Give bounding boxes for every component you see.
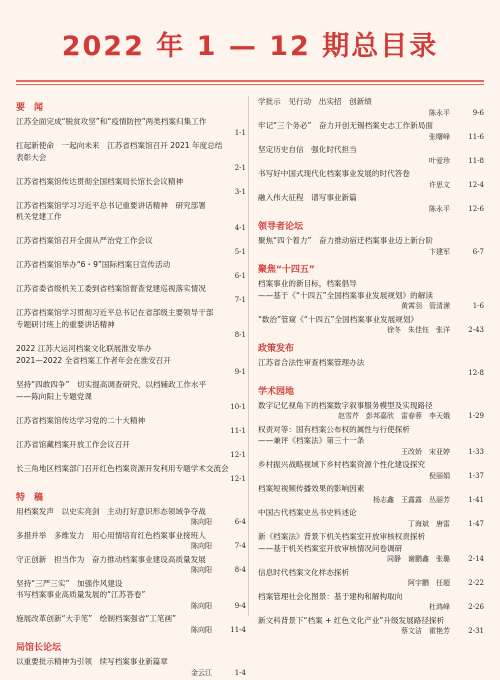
toc-entry: [258, 615, 484, 638]
entry-title: 守正创新 担当作为 奋力推动档案事业建设高质量发展: [16, 554, 206, 564]
entry-meta: [16, 223, 246, 235]
entry-title: 书写好中国式现代化档案事业发展的时代答卷: [258, 169, 410, 178]
entry-meta: [258, 519, 484, 531]
column-divider: [248, 96, 249, 616]
entry-meta: [258, 204, 484, 216]
entry-title: 以重要批示精神为引领 续写档案事业新篇章: [16, 657, 168, 666]
section-heading: 要 闻: [16, 103, 44, 113]
entry-page: 2-43: [468, 326, 484, 334]
page-title: 2022 年 1 — 12 期总目录: [61, 31, 439, 62]
entry-page: 2-1: [234, 164, 246, 172]
entry-author: 阿宇鹏 任超: [408, 579, 450, 587]
toc-entry: [16, 283, 246, 306]
entry-meta: [258, 602, 484, 614]
entry-title: 用档案发声 以史实亮剑 主动打好意识形态领域争夺战: [16, 506, 206, 516]
entry-title: 江苏省档案馆学习习近平总书记重要讲话精神 研究部署: [16, 200, 206, 210]
entry-meta: [16, 163, 246, 175]
entry-meta: [16, 668, 246, 680]
entry-meta: [258, 447, 484, 459]
toc-entry: [258, 192, 484, 215]
entry-title: 坚持“三严三实” 加强作风建设: [16, 578, 123, 588]
entry-meta: [258, 626, 484, 638]
toc-entry: [16, 307, 246, 342]
entry-title: 数字记忆视角下的档案数字叙事服务模型及实现路径: [258, 400, 433, 410]
toc-entry: [16, 235, 246, 258]
entry-meta: [16, 128, 246, 140]
entry-meta: [16, 295, 246, 307]
entry-page: 6-4: [234, 518, 246, 526]
entry-meta: [258, 132, 484, 144]
entry-author: 黄霄羽 管清潆: [401, 302, 450, 310]
toc-entry: [16, 355, 246, 378]
entry-title: 江苏省档案馆学习贯彻习近平总书记在省部级主要领导干部: [16, 308, 214, 317]
toc-entry: [16, 506, 246, 529]
entry-title: 2022 江苏大运河档案文化联展淮安举办: [16, 343, 152, 353]
entry-title: 中国古代档案史丛书史料述论: [258, 508, 357, 517]
toc-entry: [16, 176, 246, 199]
entry-page: 8-4: [234, 566, 246, 574]
toc-entry: [16, 554, 246, 577]
toc-entry: [258, 567, 484, 590]
entry-author: 陈向阳: [191, 566, 212, 574]
entry-author: 金云江: [191, 668, 212, 677]
entry-title: 江苏省档案馆传达学习党的二十大精神: [16, 415, 146, 425]
entry-page: 12-8: [468, 369, 484, 377]
entry-author: 倪丽娟: [429, 471, 450, 480]
entry-meta: [258, 471, 484, 483]
entry-meta: [258, 578, 484, 590]
entry-page: 11-4: [230, 625, 246, 634]
toc-entry: [258, 483, 484, 506]
toc-entry: [16, 200, 246, 235]
entry-author: 陈永平: [429, 108, 450, 117]
entry-title: 新《档案法》背景下机关档案室开放审核权责探析: [258, 532, 426, 541]
entry-page: 1-4: [234, 668, 246, 677]
entry-author: 蔡文洁 霍艳芳: [401, 627, 450, 635]
toc-entry: [16, 116, 246, 139]
entry-title: 江苏省档案馆召开全面从严治党工作会议: [16, 236, 153, 245]
entry-meta: [16, 450, 246, 462]
entry-author: 卞建军: [429, 247, 450, 256]
right-column: [258, 96, 484, 639]
entry-title: 坚持“四敢四争” 切实提高调查研究、以档辅政工作水平: [16, 380, 207, 389]
entry-author: 陈向阳: [191, 601, 212, 610]
entry-page: 6-7: [472, 247, 484, 256]
toc-entry: [258, 357, 484, 380]
entry-page: 11-8: [468, 156, 484, 165]
entry-page: 12-1: [230, 475, 246, 483]
entry-title: 江苏省档案馆举办“6・9”国际档案日宣传活动: [16, 260, 171, 269]
section-heading: 学术园地: [258, 386, 295, 397]
entry-page: 6-1: [234, 271, 246, 280]
entry-title: 扛起新使命 一起向未来 江苏省档案馆召开 2021 年度总结: [16, 141, 223, 150]
section-heading: 聚焦“十四五”: [258, 265, 315, 275]
entry-page: 1-29: [468, 412, 484, 420]
entry-title: 档案短视频传播效果的影响因素: [258, 484, 365, 493]
entry-page: 11-1: [230, 427, 246, 435]
entry-subtitle: ——基于机关档案室开放审核情况问卷调研: [258, 543, 403, 553]
entry-author: 陈向阳: [191, 542, 212, 550]
entry-page: 2-14: [468, 555, 484, 563]
entry-author: 王改娇 宋亚婷: [401, 447, 450, 456]
entry-meta: [16, 541, 246, 553]
toc-entry: [258, 144, 484, 167]
entry-page: 1-33: [468, 447, 484, 456]
toc-entry: [258, 507, 484, 530]
toc-entry: [258, 96, 484, 119]
entry-author: 陈向阳: [191, 625, 212, 634]
entry-page: 1-6: [472, 302, 484, 310]
toc-entry: [258, 400, 484, 423]
toc-entry: [16, 578, 246, 613]
entry-page: 4-1: [234, 223, 246, 232]
entry-title: 信息时代档案文化样态探析: [258, 567, 350, 577]
entry-meta: [16, 367, 246, 379]
entry-page: 9-6: [472, 108, 484, 117]
entry-page: 9-1: [234, 367, 246, 376]
toc-entry: [258, 424, 484, 459]
title-rule: [16, 80, 484, 82]
section-heading: 领导者论坛: [258, 222, 304, 232]
entry-meta: [258, 247, 484, 259]
entry-author: 丁海斌 唐雷: [408, 519, 450, 528]
title-rule-thin: [16, 84, 484, 85]
entry-page: 12-4: [468, 180, 484, 189]
entry-title: 权责对等：国有档案公布权的属性与行使探析: [258, 424, 410, 434]
entry-page: 7-4: [234, 542, 246, 550]
toc-entry: [16, 379, 246, 414]
entry-meta: [16, 565, 246, 577]
entry-subtitle: ——陈向阳上专题党课: [16, 391, 92, 401]
entry-title: 融入伟大征程 谱写事业新篇: [258, 193, 357, 202]
entry-meta: [16, 601, 246, 613]
toc-entry: [258, 459, 484, 482]
entry-title: 施展改革创新“大手笔” 绘制档案强省“工笔画”: [16, 614, 177, 623]
entry-meta: [258, 325, 484, 337]
entry-page: 12-6: [468, 204, 484, 213]
section-heading: 政策发布: [258, 343, 295, 354]
entry-subtitle: ——兼评《档案法》第三十一条: [258, 436, 365, 445]
entry-meta: [258, 495, 484, 507]
entry-page: 7-1: [234, 295, 246, 304]
entry-meta: [258, 554, 484, 566]
entry-author: 叶爱珍: [429, 156, 450, 165]
toc-entry: [16, 259, 246, 282]
entry-author: 许思文: [429, 180, 450, 189]
entry-page: 8-1: [234, 331, 246, 339]
entry-title: 江苏全面完成“脱贫攻坚”和“疫情防控”两类档案归集工作: [16, 117, 207, 126]
toc-entry: [258, 235, 484, 258]
toc-entry: [258, 531, 484, 566]
entry-meta: [16, 187, 246, 199]
entry-title: 江苏省委省级机关工委到省档案馆督查党建巡视落实情况: [16, 284, 206, 293]
toc-entry: [258, 168, 484, 191]
toc-entry: [16, 613, 246, 636]
entry-page: 10-1: [230, 403, 246, 411]
toc-entry: [258, 120, 484, 143]
toc-entry: [258, 591, 484, 614]
entry-author: 赵雪芹 彭邦嘉欣 雷春蓉 李天娥: [338, 412, 450, 420]
entry-title: 专题研讨班上的重要讲话精神: [16, 319, 115, 329]
entry-title: 档案事业的新目标，档案倡导: [258, 279, 357, 288]
entry-page: 9-4: [234, 601, 246, 610]
entry-page: 12-1: [230, 451, 246, 459]
toc-entry: [258, 314, 484, 337]
toc-entry: [16, 439, 246, 462]
entry-title: 聚焦“四个着力” 奋力推动宿迁档案事业迈上新台阶: [258, 236, 433, 245]
entry-meta: [258, 108, 484, 120]
entry-title: 2021—2022 全省档案工作者年会在淮安召开: [16, 356, 171, 365]
entry-meta: [258, 301, 484, 313]
entry-meta: [258, 411, 484, 423]
entry-title: 新文科背景下“档案 + 红色文化产业”升级发展路径探析: [258, 615, 445, 625]
entry-page: 1-41: [468, 495, 484, 504]
entry-page: 2-26: [468, 603, 484, 611]
entry-title: 江苏省馆藏档案开放工作会议召开: [16, 439, 130, 449]
entry-title: 学批示 见行动 出实招 创新绩: [258, 97, 372, 106]
entry-title: 牢记“三个务必” 奋力开创无锡档案史志工作新局面: [258, 121, 433, 130]
entry-meta: [258, 368, 484, 380]
entry-meta: [16, 625, 246, 637]
toc-entry: [258, 278, 484, 313]
entry-author: 杨志鑫 王露露 丛丽芳: [373, 495, 450, 504]
entry-title: 江苏省档案馆传达贯彻全国档案局长馆长会议精神: [16, 176, 184, 186]
toc-entry: [16, 415, 246, 438]
entry-page: 5-1: [234, 247, 246, 256]
entry-page: 3-1: [234, 188, 246, 196]
entry-title: “数治”管窥《“十四五”全国档案事业发展规划》: [258, 314, 419, 324]
entry-title: 长三角地区档案部门召开红色档案资源开发利用专题学术交流会: [16, 463, 229, 473]
entry-meta: [16, 271, 246, 283]
entry-author: 同静 谢鹏鑫 张璐: [387, 555, 450, 563]
entry-page: 1-47: [468, 519, 484, 528]
toc-entry: [16, 343, 246, 355]
entry-page: 11-6: [468, 132, 484, 141]
toc-entry: [16, 530, 246, 553]
entry-page: 2-22: [468, 579, 484, 587]
entry-page: 2-31: [468, 627, 484, 635]
section-heading: 局馆长论坛: [16, 643, 62, 653]
toc-entry: [16, 463, 246, 486]
entry-title: 机关党建工作: [16, 212, 62, 221]
entry-author: 陈永平: [429, 204, 450, 213]
entry-title: 表彰大会: [16, 152, 47, 162]
left-column: [16, 96, 246, 680]
section-heading: 特 稿: [16, 492, 44, 503]
entry-title: 坚定历史自信 强化时代担当: [258, 145, 357, 154]
entry-meta: [16, 474, 246, 486]
entry-meta: [16, 517, 246, 529]
entry-title: 乡村振兴战略视域下乡村档案资源个性化建设探究: [258, 460, 426, 469]
entry-page: 1-37: [468, 471, 484, 480]
entry-author: 徐冬 朱佳钰 张洋: [387, 326, 450, 334]
entry-meta: [16, 247, 246, 259]
entry-meta: [16, 426, 246, 438]
entry-meta: [16, 330, 246, 342]
entry-meta: [16, 402, 246, 414]
entry-author: 张曙峰: [429, 132, 450, 141]
entry-author: 杜鸿峰: [429, 603, 450, 611]
entry-title: 书写档案事业高质量发展的“江苏答卷”: [16, 590, 146, 599]
entry-meta: [258, 180, 484, 192]
entry-meta: [258, 156, 484, 168]
entry-title: 多措并举 多维发力 用心用情培育红色档案事业接班人: [16, 530, 206, 540]
entry-author: 陈向阳: [191, 518, 212, 526]
entry-title: 档案管理社会化图景：基于建构和解构取向: [258, 591, 403, 601]
toc-entry: [16, 656, 246, 679]
toc-entry: [16, 140, 246, 175]
entry-page: 1-1: [234, 128, 246, 137]
entry-subtitle: ——基于《“十四五”全国档案事业发展规划》的解读: [258, 290, 433, 300]
entry-title: 江苏省合法性审查档案管理办法: [258, 357, 365, 367]
